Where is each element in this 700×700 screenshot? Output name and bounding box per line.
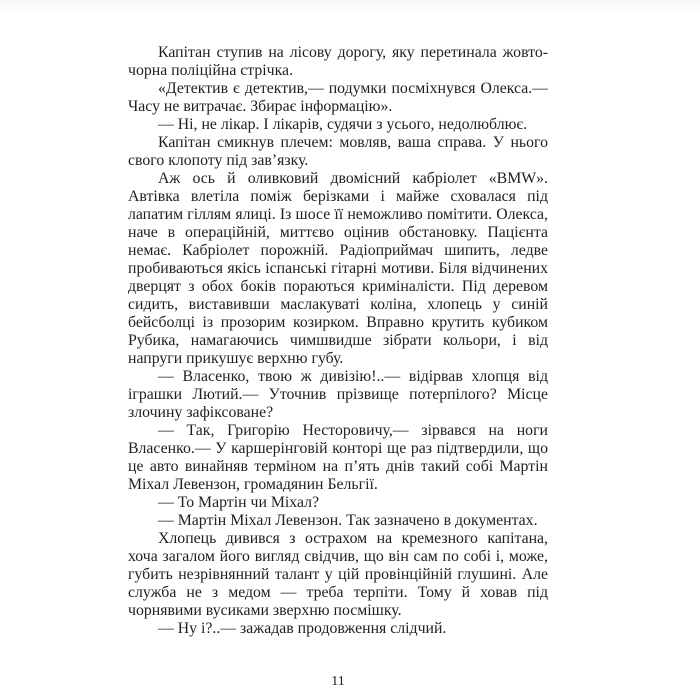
paragraph-7: — Так, Григорію Несторовичу,— зірвався на ноги Власенко.— У каршерінговій конторі ще раз підтвердили, що це авто винайняв терміном на п’ять днів такий собі Мартін Міхал Левензон, громадянин Бельгії.: [128, 422, 548, 493]
paragraph-6: — Власенко, твою ж дивізію!..— відірвав хлопця від іграшки Лютий.— Уточнив прізвище потерпілого? Місце злочину зафіксоване?: [128, 368, 548, 421]
paragraph-1: Капітан ступив на лісову дорогу, яку перетинала жовто-чорна поліційна стрічка.: [128, 44, 548, 79]
paragraph-10: Хлопець дивився з острахом на кремезного капітана, хоча загалом його вигляд свідчив, що він сам по собі і, може, губить незрівнянний талант у цій провінційній глушині. Але служба не з медом — треба терпіти. Тому й ховав під чорнявими вусиками зверхню посмішку.: [128, 530, 548, 619]
paragraph-11: — Ну і?..— зажадав продовження слідчий.: [158, 620, 447, 637]
paragraph-9: — Мартін Міхал Левензон. Так зазначено в документах.: [158, 512, 538, 529]
paragraph-2: «Детектив є детектив,— подумки посміхнувся Олекса.— Часу не витрачає. Збирає інформацію».: [128, 80, 548, 115]
paragraph-3: — Ні, не лікар. І лікарів, судячи з усього, недолюблює.: [158, 116, 528, 133]
paragraph-5: Аж ось й оливковий двомісний кабріолет «BMW». Автівка влетіла поміж берізками і майже сховалася під лапатим гіллям ялиці. Із шосе її неможливо помітити. Олекса, наче в операційній, миттєво оцінив обстановку. Пацієнта немає. Кабріолет порожній. Радіоприймач шипить, ледве пробиваються якісь іспанські гітарні мотиви. Біля відчинених дверцят з обох боків пораються криміналісти. Під деревом сидить, виставивши маслакуваті коліна, хлопець у синій бейсболці із прозорим козирком. Вправно крутить кубиком Рубика, намагаючись чимшвидше зібрати кольори, і від напруги прикушує верхню губу.: [128, 170, 548, 367]
page-number: 11: [331, 674, 345, 689]
paragraph-8: — То Мартін чи Міхал?: [158, 494, 320, 511]
paragraph-4: Капітан смикнув плечем: мовляв, ваша справа. У нього свого клопоту під зав’язку.: [128, 134, 548, 169]
page-text: [128, 44, 548, 672]
